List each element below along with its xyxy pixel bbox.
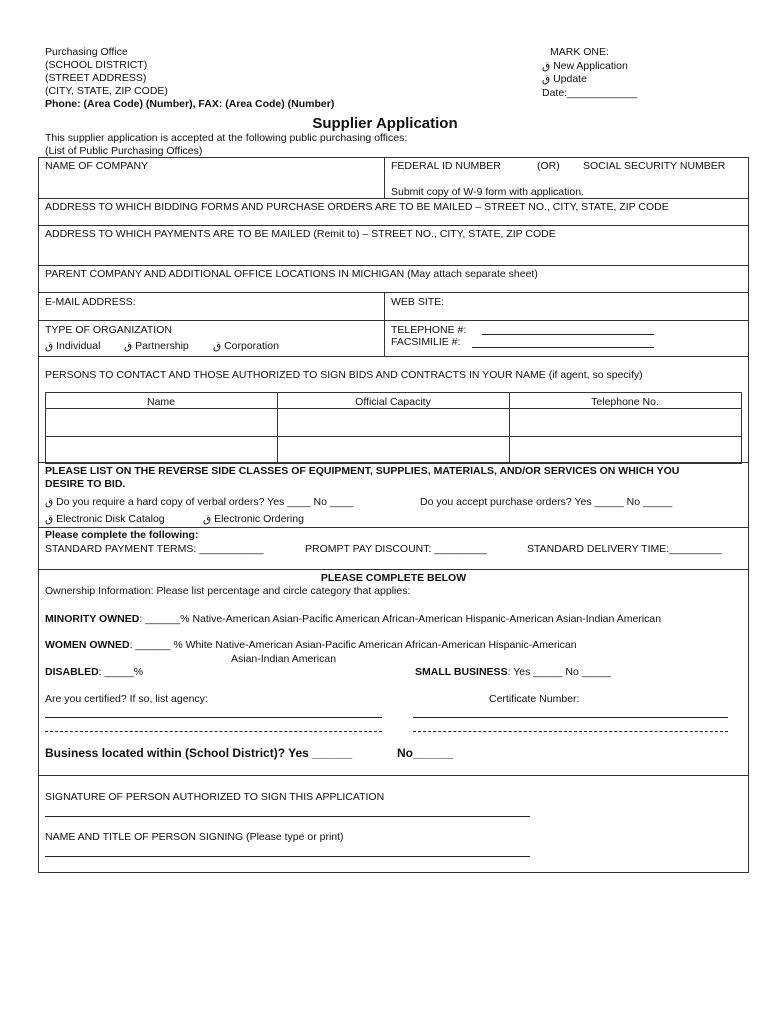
table-header-capacity: Official Capacity bbox=[355, 396, 431, 408]
agency-input-2[interactable] bbox=[45, 731, 382, 732]
date-field[interactable]: Date:____________ bbox=[542, 87, 638, 99]
individual-label: Individual bbox=[56, 340, 101, 352]
new-application-label: New Application bbox=[553, 60, 628, 72]
disabled-percent: : _____% bbox=[98, 666, 144, 678]
divider bbox=[38, 775, 749, 776]
contact-capacity-input[interactable] bbox=[278, 437, 508, 462]
city-label: (CITY, STATE, ZIP CODE) bbox=[45, 85, 168, 97]
divider bbox=[38, 320, 749, 321]
small-business-options: : Yes _____ No _____ bbox=[507, 666, 611, 678]
women-owned-label: WOMEN OWNED bbox=[45, 639, 130, 651]
divider bbox=[38, 462, 749, 463]
telephone-input[interactable] bbox=[482, 334, 654, 335]
agency-input[interactable] bbox=[45, 717, 382, 718]
accept-po-question[interactable]: Do you accept purchase orders? Yes _____ No _____ bbox=[420, 496, 673, 508]
fax-label: FACSIMILIE #: bbox=[391, 336, 461, 348]
district-label: (SCHOOL DISTRICT) bbox=[45, 59, 148, 71]
complete-following-label: Please complete the following: bbox=[45, 529, 199, 541]
checkbox-icon: ق bbox=[124, 340, 133, 352]
women-owned-row[interactable] bbox=[45, 639, 577, 651]
or-label: (OR) bbox=[537, 160, 560, 172]
federal-id-label: FEDERAL ID NUMBER bbox=[391, 160, 501, 172]
divider bbox=[38, 265, 749, 266]
hard-copy-label: Do you require a hard copy of verbal orders? Yes ____ No ____ bbox=[56, 496, 354, 508]
table-header-name: Name bbox=[146, 396, 175, 408]
divider bbox=[38, 198, 749, 199]
contact-telephone-input[interactable] bbox=[510, 409, 740, 435]
payment-address-label: ADDRESS TO WHICH PAYMENTS ARE TO BE MAILED (Remit to) – STREET NO., CITY, STATE, ZIP CODE bbox=[45, 228, 556, 240]
company-name-label: NAME OF COMPANY bbox=[45, 160, 149, 172]
minority-owned-row[interactable] bbox=[45, 613, 661, 625]
website-label: WEB SITE: bbox=[391, 296, 445, 308]
electronic-ordering-label: Electronic Ordering bbox=[214, 513, 304, 525]
minority-owned-options: : ______% Native-American Asian-Pacific American African-American Hispanic-American Asian-Indian American bbox=[139, 613, 662, 625]
corporation-label: Corporation bbox=[224, 340, 279, 352]
divider bbox=[38, 356, 749, 357]
divider bbox=[38, 527, 749, 528]
intro-text: This supplier application is accepted at the following public purchasing offices: bbox=[45, 132, 408, 144]
divider bbox=[38, 569, 749, 570]
checkbox-icon: ق bbox=[203, 513, 212, 525]
checkbox-icon: ق bbox=[45, 496, 54, 508]
classes-instruction-cont: DESIRE TO BID. bbox=[45, 478, 126, 490]
contact-telephone-input[interactable] bbox=[510, 437, 740, 462]
signature-label: SIGNATURE OF PERSON AUTHORIZED TO SIGN THIS APPLICATION bbox=[45, 791, 385, 803]
name-title-input[interactable] bbox=[45, 856, 530, 857]
page-title: Supplier Application bbox=[312, 115, 458, 132]
ownership-info: Ownership Information: Please list percentage and circle category that applies: bbox=[45, 585, 411, 597]
update-label: Update bbox=[553, 73, 587, 85]
disabled-label: DISABLED bbox=[45, 666, 99, 678]
divider bbox=[38, 225, 749, 226]
women-owned-options: : ______ % White Native-American Asian-Pacific American African-American Hispanic-American bbox=[129, 639, 577, 651]
certificate-number-label: Certificate Number: bbox=[489, 693, 580, 705]
divider bbox=[38, 292, 749, 293]
disk-catalog-checkbox[interactable] bbox=[45, 513, 165, 525]
purchasing-office-block bbox=[45, 46, 334, 111]
w9-note: Submit copy of W-9 form with application. bbox=[391, 186, 584, 198]
office-label: Purchasing Office bbox=[45, 46, 128, 58]
telephone-label: TELEPHONE #: bbox=[391, 324, 467, 336]
payment-terms-field[interactable]: STANDARD PAYMENT TERMS: ___________ bbox=[45, 543, 264, 555]
offices-list-text: (List of Public Purchasing Offices) bbox=[45, 145, 203, 157]
phone-label: Phone: (Area Code) (Number), FAX: (Area Code) (Number) bbox=[45, 98, 335, 110]
certificate-number-input[interactable] bbox=[413, 717, 728, 718]
name-title-label: NAME AND TITLE OF PERSON SIGNING (Please type or print) bbox=[45, 831, 344, 843]
women-owned-options-cont: Asian-Indian American bbox=[231, 653, 337, 665]
org-type-label: TYPE OF ORGANIZATION bbox=[45, 324, 172, 336]
contact-capacity-input[interactable] bbox=[278, 409, 508, 435]
checkbox-icon: ق bbox=[45, 340, 54, 352]
parent-company-label: PARENT COMPANY AND ADDITIONAL OFFICE LOCATIONS IN MICHIGAN (May attach separate sheet) bbox=[45, 268, 538, 280]
ownership-heading: PLEASE COMPLETE BELOW bbox=[320, 572, 467, 584]
divider bbox=[384, 157, 385, 198]
individual-checkbox[interactable] bbox=[45, 340, 100, 352]
business-location-no[interactable]: No______ bbox=[397, 746, 454, 760]
fax-input[interactable] bbox=[472, 347, 654, 348]
business-location-question[interactable]: Business located within (School District)? Yes ______ bbox=[45, 746, 353, 760]
contact-name-input[interactable] bbox=[46, 437, 276, 462]
persons-contact-label: PERSONS TO CONTACT AND THOSE AUTHORIZED TO SIGN BIDS AND CONTRACTS IN YOUR NAME (if agent, so specify) bbox=[45, 369, 643, 381]
email-label: E-MAIL ADDRESS: bbox=[45, 296, 136, 308]
signature-input[interactable] bbox=[45, 816, 530, 817]
ssn-label: SOCIAL SECURITY NUMBER bbox=[583, 160, 726, 172]
mark-one-label: MARK ONE: bbox=[550, 46, 609, 58]
new-application-checkbox[interactable] bbox=[542, 60, 628, 72]
minority-owned-label: MINORITY OWNED bbox=[45, 613, 140, 625]
update-checkbox[interactable] bbox=[542, 73, 587, 85]
divider bbox=[384, 292, 385, 356]
classes-instruction: PLEASE LIST ON THE REVERSE SIDE CLASSES OF EQUIPMENT, SUPPLIES, MATERIALS, AND/OR SERVICES ON WHICH YOU bbox=[45, 465, 680, 477]
partnership-label: Partnership bbox=[135, 340, 189, 352]
hard-copy-question[interactable] bbox=[45, 496, 353, 508]
prompt-pay-field[interactable]: PROMPT PAY DISCOUNT: _________ bbox=[305, 543, 487, 555]
table-header-telephone: Telephone No. bbox=[591, 396, 659, 408]
partnership-checkbox[interactable] bbox=[124, 340, 189, 352]
small-business-row[interactable] bbox=[415, 666, 611, 678]
disabled-row[interactable] bbox=[45, 666, 143, 678]
checkbox-icon: ق bbox=[542, 60, 551, 72]
checkbox-icon: ق bbox=[213, 340, 222, 352]
corporation-checkbox[interactable] bbox=[213, 340, 279, 352]
small-business-label: SMALL BUSINESS bbox=[415, 666, 508, 678]
certified-question: Are you certified? If so, list agency: bbox=[45, 693, 208, 705]
street-label: (STREET ADDRESS) bbox=[45, 72, 147, 84]
disk-catalog-label: Electronic Disk Catalog bbox=[56, 513, 165, 525]
checkbox-icon: ق bbox=[542, 73, 551, 85]
bidding-address-label: ADDRESS TO WHICH BIDDING FORMS AND PURCHASE ORDERS ARE TO BE MAILED – STREET NO., CITY, STATE, ZIP CODE bbox=[45, 201, 669, 213]
delivery-time-field[interactable]: STANDARD DELIVERY TIME:_________ bbox=[527, 543, 722, 555]
contact-name-input[interactable] bbox=[46, 409, 276, 435]
electronic-ordering-checkbox[interactable] bbox=[203, 513, 304, 525]
checkbox-icon: ق bbox=[45, 513, 54, 525]
certificate-number-input-2[interactable] bbox=[413, 731, 728, 732]
